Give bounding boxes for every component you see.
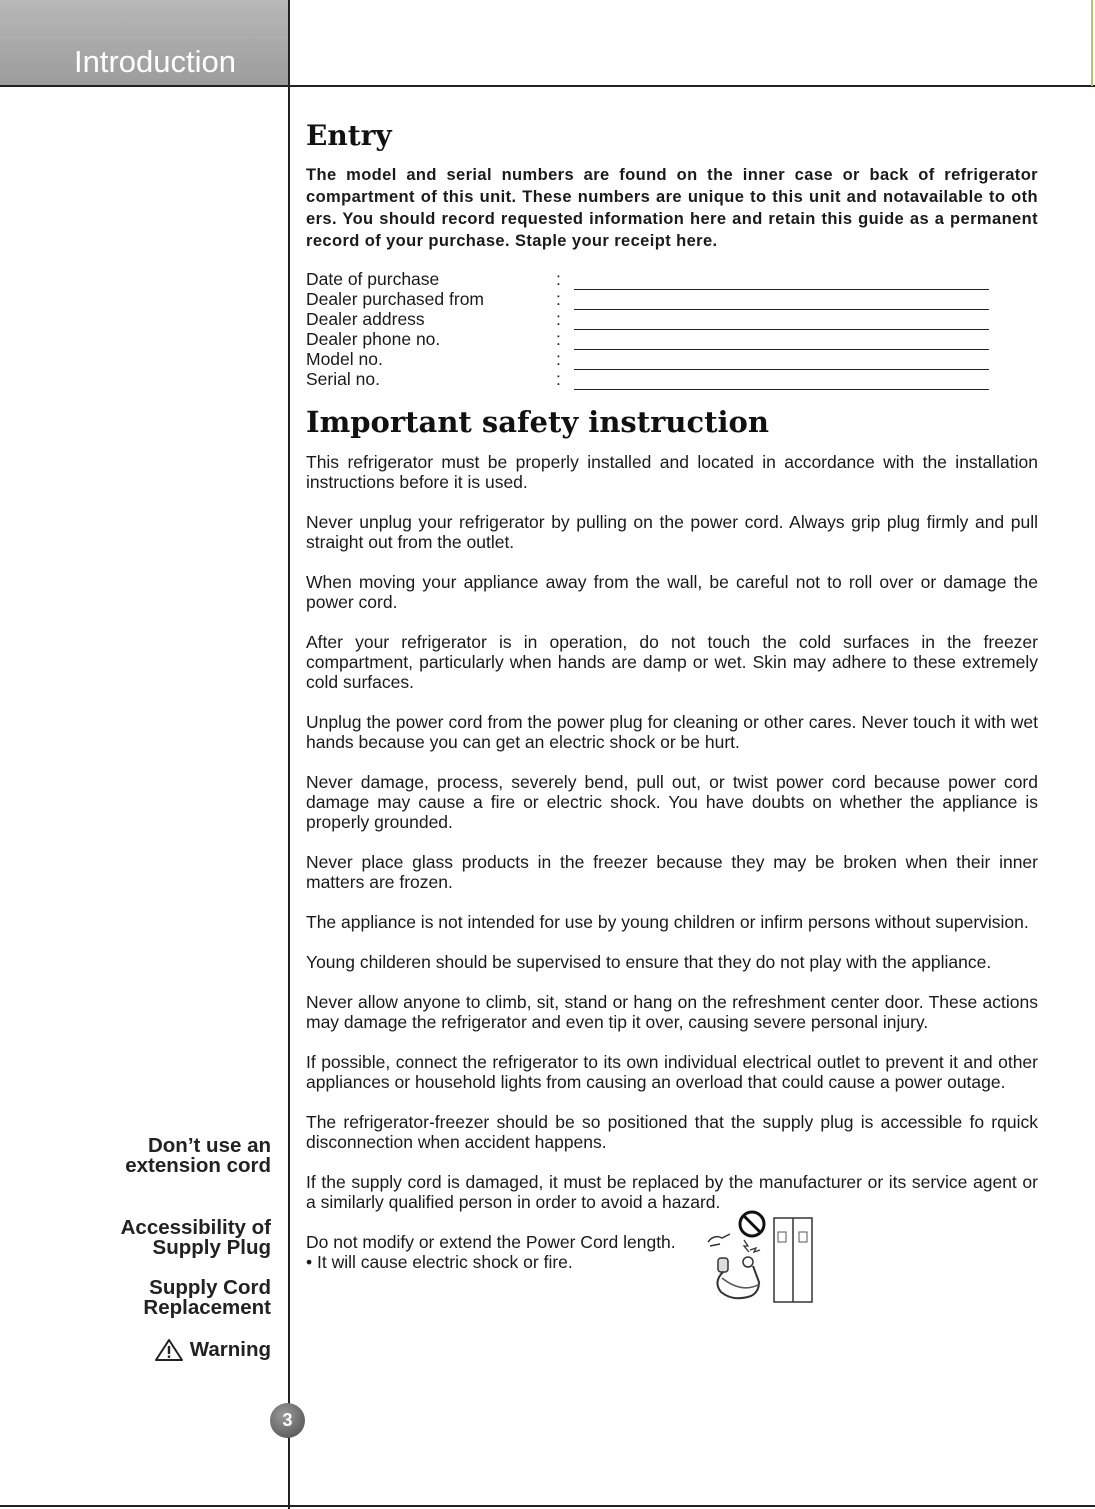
- main-content: [306, 114, 1038, 1304]
- warning-bullet: • It will cause electric shock or fire.: [306, 1252, 573, 1272]
- side-label-line: Supply Cord: [149, 1276, 271, 1299]
- side-label-extension-cord: [125, 1136, 271, 1176]
- form-row: [306, 290, 1038, 310]
- warning-triangle-icon: [154, 1338, 184, 1362]
- safety-paragraph: Never allow anyone to climb, sit, stand or hang on the refreshment center door. These actions may damage the refrigerator and even tip it over, causing severe personal injury.: [306, 992, 1038, 1032]
- safety-paragraph: The appliance is not intended for use by young children or infirm persons without supervision.: [306, 912, 1029, 932]
- field-blank-line: [574, 295, 989, 310]
- field-colon: :: [556, 289, 561, 309]
- section-title: Introduction: [74, 44, 236, 79]
- field-label: Date of purchase: [306, 269, 440, 289]
- field-blank-line: [574, 335, 989, 350]
- form-row: [306, 350, 1038, 370]
- warning-text: [306, 1232, 676, 1272]
- safety-paragraph-supply-plug: The refrigerator-freezer should be so positioned that the supply plug is accessible fo rquick disconnection when accident happens.: [306, 1112, 1038, 1152]
- safety-paragraph: Young childeren should be supervised to ensure that they do not play with the appliance.: [306, 952, 992, 972]
- form-row: [306, 310, 1038, 330]
- side-label-line: Don’t use an: [147, 1134, 271, 1157]
- form-row: [306, 370, 1038, 390]
- form-row: [306, 330, 1038, 350]
- field-colon: :: [556, 309, 561, 329]
- entry-heading: Entry: [306, 119, 392, 152]
- side-label-accessibility: [121, 1218, 271, 1258]
- field-colon: :: [556, 349, 561, 369]
- field-blank-line: [574, 315, 989, 330]
- safety-paragraph: Never unplug your refrigerator by pulling on the power cord. Always grip plug firmly and pull straight out from the outlet.: [306, 512, 1038, 552]
- side-label-line: extension cord: [125, 1154, 271, 1177]
- safety-paragraph: Unplug the power cord from the power plug for cleaning or other cares. Never touch it with wet hands because you can get an electric shock or be hurt.: [306, 712, 1038, 752]
- margin-divider: [288, 0, 290, 1509]
- field-label: Model no.: [306, 349, 383, 369]
- safety-paragraph: This refrigerator must be properly installed and located in accordance with the installation instructions before it is used.: [306, 452, 1038, 492]
- footer-rule: [0, 1505, 1095, 1507]
- field-blank-line: [574, 375, 989, 390]
- purchase-record-form: [306, 270, 1038, 390]
- page-number-badge: 3: [270, 1403, 305, 1438]
- header-edge: [1091, 0, 1093, 86]
- header-rule: [0, 85, 1095, 87]
- no-extension-cord-illustration: [704, 1210, 816, 1304]
- side-label-line: Supply Plug: [152, 1236, 271, 1259]
- safety-paragraph-cord-replacement: If the supply cord is damaged, it must be replaced by the manufacturer or its service agent or a similarly qualified person in order to avoid a hazard.: [306, 1172, 1038, 1212]
- side-label-line: Replacement: [143, 1296, 271, 1319]
- side-label-line: Accessibility of: [120, 1216, 271, 1239]
- safety-paragraph: When moving your appliance away from the wall, be careful not to roll over or damage the power cord.: [306, 572, 1038, 612]
- side-label-cord-replacement: [143, 1278, 271, 1318]
- field-colon: :: [556, 369, 561, 389]
- warning-line: Do not modify or extend the Power Cord length.: [306, 1232, 676, 1252]
- warning-block: [306, 1232, 1038, 1304]
- section-tab: [0, 0, 288, 86]
- entry-intro: The model and serial numbers are found on the inner case or back of refrigerator compartment of this unit. These numbers are unique to this unit and notavailable to oth ers. You should record requested information here and retain this guide as a permanent record of your purchase. Staple your receipt here.: [306, 166, 1038, 250]
- safety-list: [306, 452, 1038, 1304]
- safety-paragraph: Never place glass products in the freezer because they may be broken when their inner matters are frozen.: [306, 852, 1038, 892]
- side-label-warning: [154, 1338, 271, 1362]
- field-blank-line: [574, 355, 989, 370]
- field-blank-line: [574, 275, 989, 290]
- field-label: Dealer address: [306, 309, 425, 329]
- field-label: Serial no.: [306, 369, 380, 389]
- safety-heading: Important safety instruction: [306, 405, 769, 439]
- field-colon: :: [556, 269, 561, 289]
- safety-paragraph: Never damage, process, severely bend, pull out, or twist power cord because power cord damage may cause a fire or electric shock. You have doubts on whether the appliance is properly grounded.: [306, 772, 1038, 832]
- field-colon: :: [556, 329, 561, 349]
- safety-paragraph-extension-cord: If possible, connect the refrigerator to its own individual electrical outlet to prevent it and other appliances or household lights from causing an overload that could cause a power outage.: [306, 1052, 1038, 1092]
- safety-paragraph: After your refrigerator is in operation, do not touch the cold surfaces in the freezer compartment, particularly when hands are damp or wet. Skin may adhere to these extremely cold surfaces.: [306, 632, 1038, 692]
- form-row: [306, 270, 1038, 290]
- field-label: Dealer phone no.: [306, 329, 441, 349]
- side-label-line: Warning: [189, 1338, 271, 1361]
- field-label: Dealer purchased from: [306, 289, 484, 309]
